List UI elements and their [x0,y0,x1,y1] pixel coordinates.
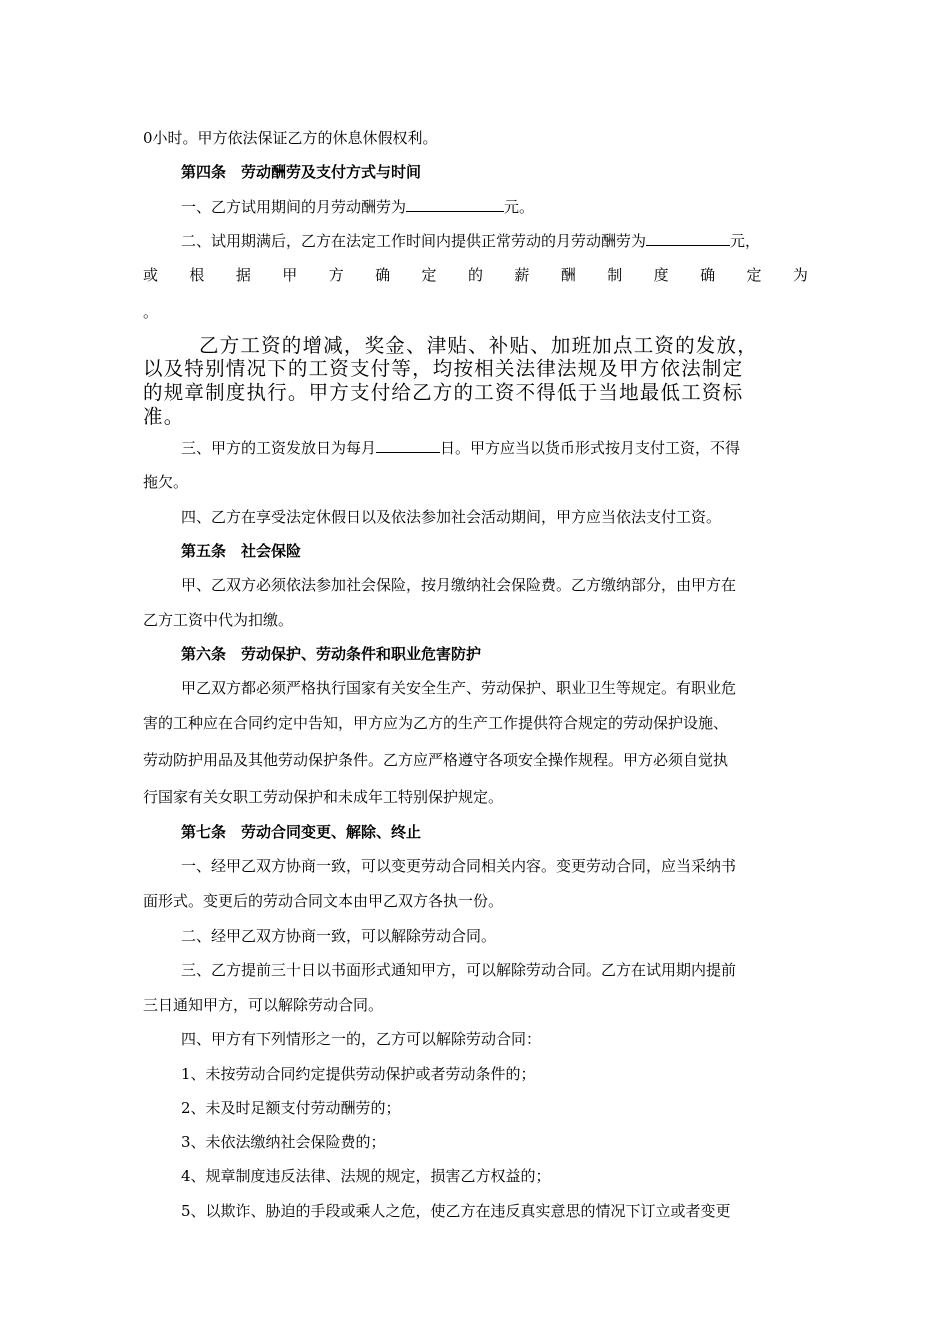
list-item: 2、未及时足额支付劳动酬劳的； [181,1099,401,1117]
spread-char: 薪 [514,266,530,284]
text-line [181,437,808,458]
text-line: 拖欠。 [143,473,189,491]
text-line: 面形式。变更后的劳动合同文本由甲乙双方各执一份。 [143,892,504,910]
text-segment: 元。 [504,198,535,216]
spread-char: 据 [235,266,251,284]
text-line: 劳动防护用品及其他劳动保护条件。乙方应严格遵守各项安全操作规程。甲方必须自觉执 [143,751,729,769]
text-segment: 三、甲方的工资发放日为每月 [181,439,377,457]
text-line: 二、经甲乙双方协商一致，可以解除劳动合同。 [181,927,497,945]
large-text-line: 以及特别情况下的工资支付等，均按相关法律法规及甲方依法制定 [143,357,744,380]
text-line: 甲乙双方都必须严格执行国家有关安全生产、劳动保护、职业卫生等规定。有职业危 [181,679,737,697]
spread-char: 方 [328,266,344,284]
fill-in-blank[interactable] [646,230,730,246]
spread-char: 确 [700,266,716,284]
spread-char: 确 [375,266,391,284]
spread-char: 定 [421,266,437,284]
list-item: 4、规章制度违反法律、法规的规定，损害乙方权益的； [181,1167,551,1185]
text-line: 三日通知甲方，可以解除劳动合同。 [143,996,384,1014]
text-segment: 日。甲方应当以货币形式按月支付工资，不得 [440,439,741,457]
spread-char: 的 [467,266,483,284]
fill-in-blank[interactable] [406,196,504,212]
text-line: 0小时。甲方依法保证乙方的休息休假权利。 [143,129,438,147]
text-segment: 二、试用期满后，乙方在法定工作时间内提供正常劳动的月劳动酬劳为 [181,232,647,250]
spread-char: 定 [746,266,762,284]
spread-char: 为 [792,266,808,284]
text-line: 行国家有关女职工劳动保护和未成年工特别保护规定。 [143,788,504,806]
fill-in-blank[interactable] [376,437,440,453]
text-line: 四、乙方在享受法定休假日以及依法参加社会活动期间，甲方应当依法支付工资。 [181,508,722,526]
spread-text-line [143,265,808,285]
text-segment: 一、乙方试用期间的月劳动酬劳为 [181,198,407,216]
text-line [181,230,808,251]
spread-char: 制 [607,266,623,284]
large-text-line: 准。 [143,405,185,428]
text-line: 甲、乙双方必须依法参加社会保险，按月缴纳社会保险费。乙方缴纳部分，由甲方在 [181,576,737,594]
list-item: 5、以欺诈、胁迫的手段或乘人之危，使乙方在违反真实意思的情况下订立或者变更 [181,1202,731,1220]
text-line: 乙方工资中代为扣缴。 [143,611,294,629]
spread-char: 或 [143,266,159,284]
text-line [181,196,808,217]
text-line: 一、经甲乙双方协商一致，可以变更劳动合同相关内容。变更劳动合同，应当采纳书 [181,857,737,875]
article-4-heading: 第四条 劳动酬劳及支付方式与时间 [181,163,422,181]
spread-char: 酬 [560,266,576,284]
text-segment: 元， [730,232,761,250]
spread-char: 根 [189,266,205,284]
large-text-line: 乙方工资的增减，奖金、津贴、补贴、加班加点工资的发放， [199,334,758,357]
list-item: 1、未按劳动合同约定提供劳动保护或者劳动条件的； [181,1065,536,1083]
text-line: 。 [143,303,159,321]
article-6-heading: 第六条 劳动保护、劳动条件和职业危害防护 [181,645,482,663]
large-text-line: 的规章制度执行。甲方支付给乙方的工资不得低于当地最低工资标 [143,381,744,404]
text-line: 害的工种应在合同约定中告知，甲方应为乙方的生产工作提供符合规定的劳动保护设施、 [143,714,729,732]
spread-char: 甲 [282,266,298,284]
article-7-heading: 第七条 劳动合同变更、解除、终止 [181,823,422,841]
article-5-heading: 第五条 社会保险 [181,542,302,560]
list-item: 3、未依法缴纳社会保险费的； [181,1133,386,1151]
text-line: 三、乙方提前三十日以书面形式通知甲方，可以解除劳动合同。乙方在试用期内提前 [181,961,737,979]
spread-char: 度 [653,266,669,284]
text-line: 四、甲方有下列情形之一的，乙方可以解除劳动合同： [181,1030,542,1048]
